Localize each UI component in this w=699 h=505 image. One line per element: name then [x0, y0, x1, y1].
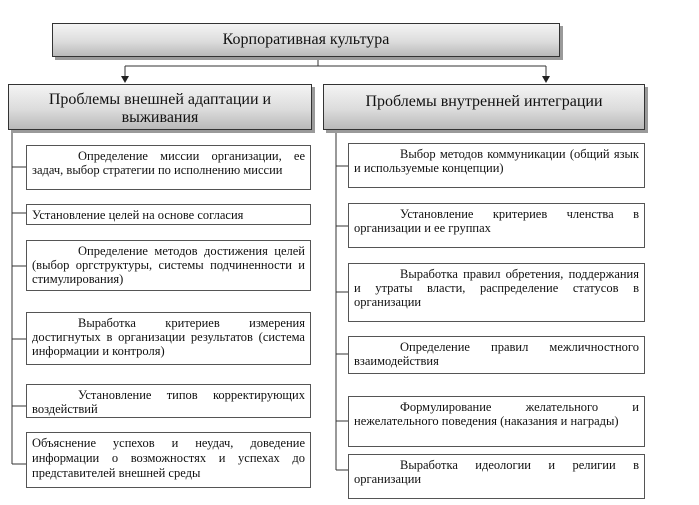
- internal-integration-title: Проблемы внутренней интеграции: [365, 93, 603, 110]
- right-item-ideology: [348, 454, 645, 499]
- left-item-text: Объяснение успехов и неудач, доведение информации о возможностях и успехах до представителей внешней среды: [32, 436, 305, 480]
- right-item-text: Выработка идеологии и религии в организации: [354, 458, 639, 486]
- left-item-criteria: [26, 312, 311, 365]
- right-item-interaction: [348, 336, 645, 374]
- corporate-culture-title: Корпоративная культура: [222, 31, 390, 48]
- left-item-explanation: [26, 432, 311, 488]
- left-item-mission: [26, 145, 311, 190]
- left-item-goals: [26, 204, 311, 225]
- left-item-text: Выработка критериев измерения достигнутых в организации результатов (система информации и контроля): [32, 316, 305, 358]
- left-item-text: Определение миссии организации, ее задач, выбор стратегии по исполнению миссии: [32, 149, 305, 177]
- right-item-behavior: [348, 396, 645, 447]
- corporate-culture-box: [52, 23, 560, 57]
- right-item-text: Установление критериев членства в организации и ее группах: [354, 207, 639, 235]
- right-item-communication: [348, 143, 645, 188]
- left-item-methods: [26, 240, 311, 291]
- external-adaptation-header: [8, 84, 312, 130]
- right-item-membership: [348, 203, 645, 248]
- external-adaptation-title: Проблемы внешней адаптации и выживания: [48, 91, 272, 126]
- right-item-text: Формулирование желательного и нежелательного поведения (наказания и награды): [354, 400, 639, 428]
- left-item-corrective: [26, 384, 311, 418]
- internal-integration-header: [323, 84, 645, 130]
- right-item-text: Выработка правил обретения, поддержания и утраты власти, распределение статусов в организации: [354, 267, 639, 309]
- right-item-text: Выбор методов коммуникации (общий язык и используемые концепции): [354, 147, 639, 175]
- right-item-power: [348, 263, 645, 322]
- right-item-text: Определение правил межличностного взаимодействия: [354, 340, 639, 368]
- left-item-text: Установление целей на основе согласия: [32, 208, 244, 222]
- left-item-text: Установление типов корректирующих воздействий: [32, 388, 305, 416]
- left-item-text: Определение методов достижения целей (выбор оргструктуры, системы подчиненности и стимулирования): [32, 244, 305, 286]
